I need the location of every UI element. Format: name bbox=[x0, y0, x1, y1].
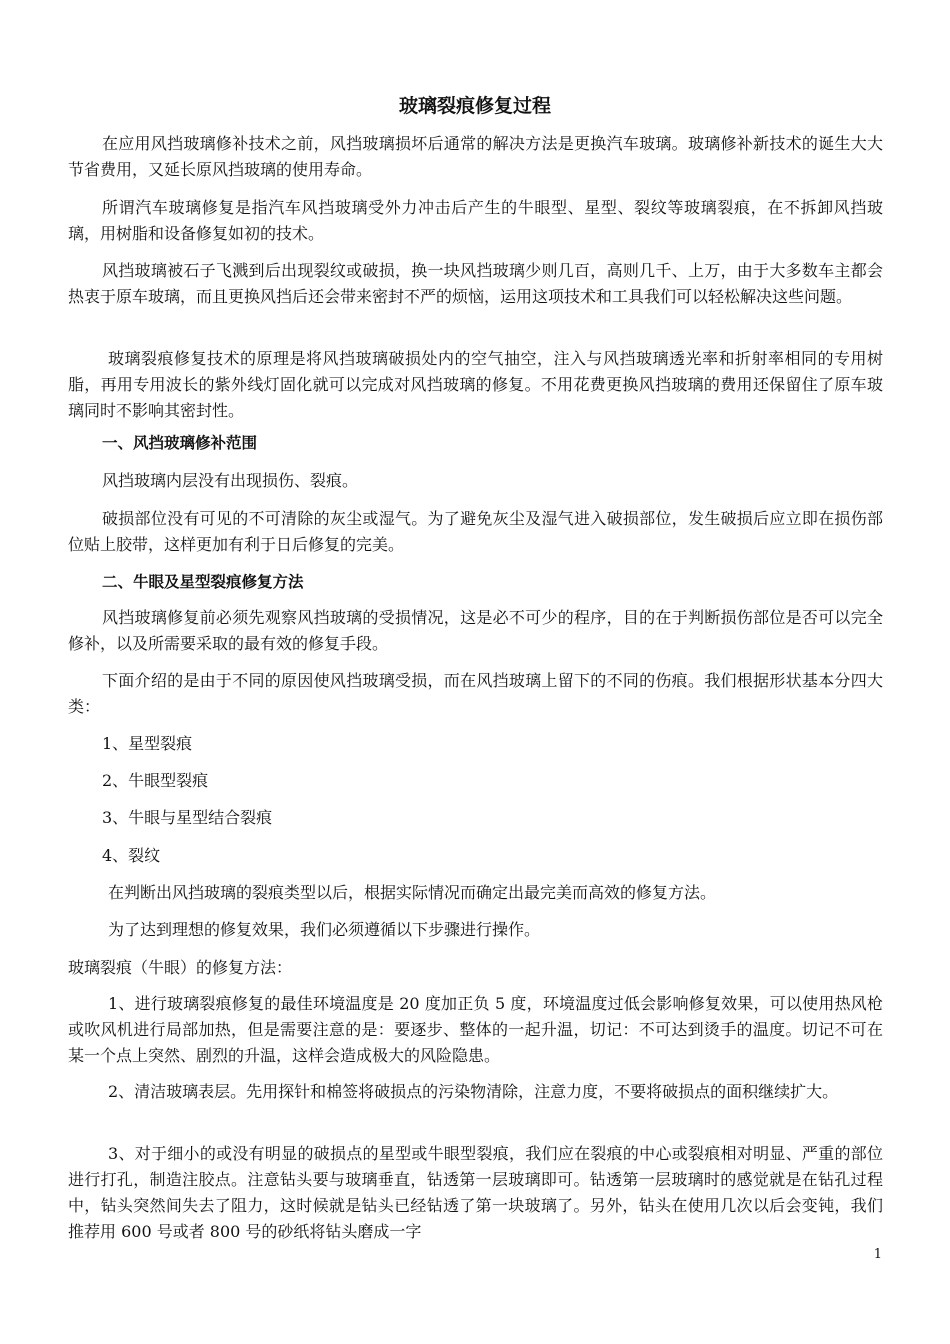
list-item: 1、星型裂痕 bbox=[102, 734, 193, 753]
paragraph-steps: 为了达到理想的修复效果，我们必须遵循以下步骤进行操作。 bbox=[108, 920, 541, 939]
page-number: 1 bbox=[873, 1247, 882, 1262]
section-heading-method: 二、牛眼及星型裂痕修复方法 bbox=[102, 573, 304, 591]
paragraph-definition: 所谓汽车玻璃修复是指汽车风挡玻璃受外力冲击后产生的牛眼型、星型、裂纹等玻璃裂痕，在不拆卸风挡玻璃，用树脂和设备修复如初的技术。 bbox=[68, 198, 883, 243]
paragraph-principle: 玻璃裂痕修复技术的原理是将风挡玻璃破损处内的空气抽空，注入与风挡玻璃透光率和折射率相同的专用树脂，再用专用波长的紫外线灯固化就可以完成对风挡玻璃的修复。不用花费更换风挡玻璃的费用还保留住了原车玻璃同时不影响其密封性。 bbox=[68, 349, 883, 420]
paragraph-step-3: 3、对于细小的或没有明显的破损点的星型或牛眼型裂痕，我们应在裂痕的中心或裂痕相对明显、严重的部位进行打孔，制造注胶点。注意钻头要与玻璃垂直，钻透第一层玻璃即可。钻透第一层玻璃时的感觉就是在钻孔过程中，钻头突然间失去了阻力，这时候就是钻头已经钻透了第一块玻璃了。另外，钻头在使用几次以后会变钝，我们推荐用 600 号或者 800 号的砂纸将钻头磨成一字 bbox=[68, 1144, 883, 1241]
paragraph-inspect: 风挡玻璃修复前必须先观察风挡玻璃的受损情况，这是必不可少的程序，目的在于判断损伤部位是否可以完全修补，以及所需要采取的最有效的修复手段。 bbox=[68, 608, 883, 653]
paragraph-step-2: 2、清洁玻璃表层。先用探针和棉签将破损点的污染物清除，注意力度，不要将破损点的面积继续扩大。 bbox=[108, 1082, 839, 1101]
paragraph-determine: 在判断出风挡玻璃的裂痕类型以后，根据实际情况而确定出最完美而高效的修复方法。 bbox=[108, 883, 717, 902]
paragraph-bullseye-method: 玻璃裂痕（牛眼）的修复方法： bbox=[68, 958, 293, 977]
section-heading-scope: 一、风挡玻璃修补范围 bbox=[102, 434, 258, 452]
paragraph-step-1: 1、进行玻璃裂痕修复的最佳环境温度是 20 度加正负 5 度，环境温度过低会影响修复效果，可以使用热风枪或吹风机进行局部加热，但是需要注意的是：要逐步、整体的一起升温，切记：不可达到烫手的温度。切记不可在某一个点上突然、剧烈的升温，这样会造成极大的风险隐患。 bbox=[68, 994, 883, 1065]
list-item: 3、牛眼与星型结合裂痕 bbox=[102, 808, 273, 827]
paragraph-cost: 风挡玻璃被石子飞溅到后出现裂纹或破损，换一块风挡玻璃少则几百，高则几千、上万，由于大多数车主都会热衷于原车玻璃，而且更换风挡后还会带来密封不严的烦恼，运用这项技术和工具我们可以轻松解决这些问题。 bbox=[68, 261, 883, 306]
paragraph-intro: 在应用风挡玻璃修补技术之前，风挡玻璃损坏后通常的解决方法是更换汽车玻璃。玻璃修补新技术的诞生大大节省费用，又延长原风挡玻璃的使用寿命。 bbox=[68, 134, 883, 179]
list-item: 2、牛眼型裂痕 bbox=[102, 771, 209, 790]
document-title: 玻璃裂痕修复过程 bbox=[398, 95, 551, 117]
paragraph-scope-2: 破损部位没有可见的不可清除的灰尘或湿气。为了避免灰尘及湿气进入破损部位，发生破损后应立即在损伤部位贴上胶带，这样更加有利于日后修复的完美。 bbox=[68, 509, 883, 554]
paragraph-scope-1: 风挡玻璃内层没有出现损伤、裂痕。 bbox=[102, 471, 359, 490]
paragraph-categories: 下面介绍的是由于不同的原因使风挡玻璃受损，而在风挡玻璃上留下的不同的伤痕。我们根据形状基本分四大类： bbox=[68, 671, 883, 716]
list-item: 4、裂纹 bbox=[102, 846, 161, 865]
